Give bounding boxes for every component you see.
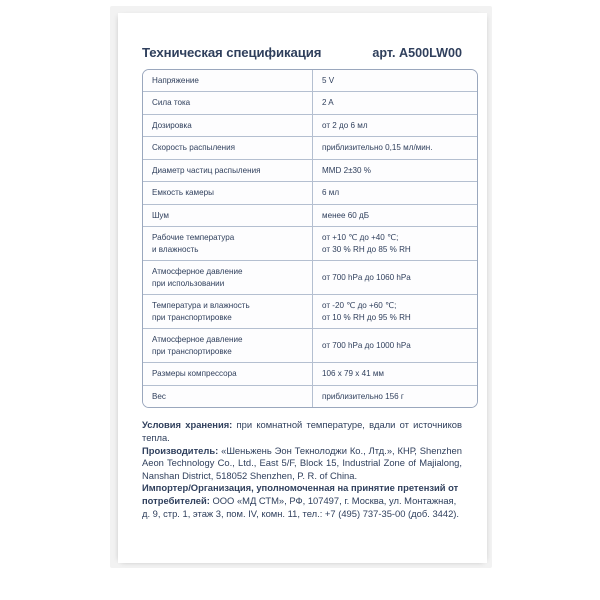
table-cell-value (313, 226, 477, 260)
table-cell-line: Рабочие температура (152, 233, 235, 243)
table-cell-line: менее 60 дБ (322, 210, 370, 220)
table-row (143, 91, 477, 113)
table-cell-line: Вес (152, 391, 166, 401)
table-cell-value (313, 136, 477, 158)
page-title: Техническая спецификация (142, 45, 322, 60)
table-cell-parameter (143, 362, 313, 384)
table-cell-parameter (143, 260, 313, 294)
table-cell-line: приблизительно 156 г (322, 391, 404, 401)
table-cell-line: Скорость распыления (152, 143, 236, 153)
table-cell-value (313, 385, 477, 407)
table-cell-parameter (143, 181, 313, 203)
table-cell-line: от 10 % RH до 95 % RH (322, 312, 411, 322)
table-cell-line: при транспортировке (152, 312, 232, 322)
table-cell-line: Емкость камеры (152, 188, 214, 198)
table-cell-value (313, 260, 477, 294)
table-cell-line: от 2 до 6 мл (322, 120, 368, 130)
specification-table (142, 69, 478, 408)
table-cell-line: 6 мл (322, 188, 340, 198)
table-cell-parameter (143, 136, 313, 158)
table-cell-line: и влажность (152, 244, 199, 254)
manufacturer-label: Производитель: (142, 444, 219, 456)
table-cell-line: MMD 2±30 % (322, 165, 371, 175)
table-row (143, 70, 477, 91)
table-cell-parameter (143, 204, 313, 226)
table-cell-line: Дозировка (152, 120, 192, 130)
table-cell-line: Температура и влажность (152, 301, 250, 311)
table-row (143, 114, 477, 136)
table-cell-line: при транспортировке (152, 346, 232, 356)
table-row (143, 181, 477, 203)
manufacturer-note (142, 445, 462, 483)
table-cell-line: Шум (152, 210, 169, 220)
table-cell-value (313, 294, 477, 328)
table-cell-parameter (143, 91, 313, 113)
table-cell-line: Размеры компрессора (152, 369, 237, 379)
table-row (143, 294, 477, 328)
table-row (143, 328, 477, 362)
table-cell-parameter (143, 70, 313, 91)
table-cell-line: от 700 hPa до 1060 hPa (322, 273, 411, 283)
manufacturer-text: «Шеньжень Эон Текнолоджи Ко., Лтд.», КНР, Shenzhen Aeon Technology Co., Ltd., East 5/F, Block 15, Industrial Zone of Majialong, Nanshan District, 518052 Shenzhen, P. R. of China. (142, 444, 462, 481)
table-cell-value (313, 159, 477, 181)
importer-text: ООО «МД СТМ», РФ, 107497, г. Москва, ул. Монтажная, д. 9, стр. 1, этаж 3, пом. IV, комн. 11, тел.: +7 (495) 737-35-00 (доб. 3442). (142, 495, 460, 519)
storage-conditions-text: при комнатной температуре, вдали от источников тепла. (142, 419, 463, 443)
notes-block (142, 419, 462, 520)
table-cell-line: приблизительно 0,15 мл/мин. (322, 143, 433, 153)
article-number: арт. A500LW00 (372, 46, 462, 60)
table-cell-line: 2 A (322, 98, 334, 108)
table-cell-parameter (143, 385, 313, 407)
table-cell-parameter (143, 159, 313, 181)
table-cell-line: 106 x 79 x 41 мм (322, 369, 384, 379)
table-row (143, 136, 477, 158)
table-cell-line: Диаметр частиц распыления (152, 165, 261, 175)
table-cell-line: при использовании (152, 278, 225, 288)
table-cell-line: Сила тока (152, 98, 191, 108)
table-row (143, 385, 477, 407)
table-cell-value (313, 204, 477, 226)
table-cell-value (313, 91, 477, 113)
table-cell-value (313, 328, 477, 362)
table-row (143, 260, 477, 294)
table-cell-value (313, 362, 477, 384)
spec-header (142, 45, 464, 60)
table-cell-value (313, 70, 477, 91)
table-row (143, 362, 477, 384)
table-cell-parameter (143, 226, 313, 260)
table-row (143, 226, 477, 260)
table-cell-line: Атмосферное давление (152, 267, 243, 277)
table-cell-line: от +10 ℃ до +40 ℃; (322, 233, 399, 243)
table-cell-line: от 700 hPa до 1000 hPa (322, 341, 411, 351)
table-cell-line: от 30 % RH до 85 % RH (322, 244, 411, 254)
storage-conditions-label: Условия хранения: (142, 419, 233, 431)
table-cell-line: Напряжение (152, 76, 199, 85)
table-cell-value (313, 114, 477, 136)
importer-note (142, 482, 462, 520)
table-row (143, 159, 477, 181)
table-row (143, 204, 477, 226)
specification-table-body (143, 70, 477, 407)
importer-label: Импортер/Организация, уполномоченная на принятие претензий от потребителей: (142, 482, 459, 507)
spec-card (118, 13, 487, 563)
table-cell-value (313, 181, 477, 203)
table-cell-parameter (143, 294, 313, 328)
table-cell-parameter (143, 114, 313, 136)
table-cell-line: от -20 ℃ до +60 ℃; (322, 301, 397, 311)
storage-conditions-note (142, 419, 462, 444)
table-cell-line: Атмосферное давление (152, 335, 243, 345)
table-cell-parameter (143, 328, 313, 362)
table-cell-line: 5 V (322, 76, 335, 85)
spec-card-content (142, 45, 464, 520)
